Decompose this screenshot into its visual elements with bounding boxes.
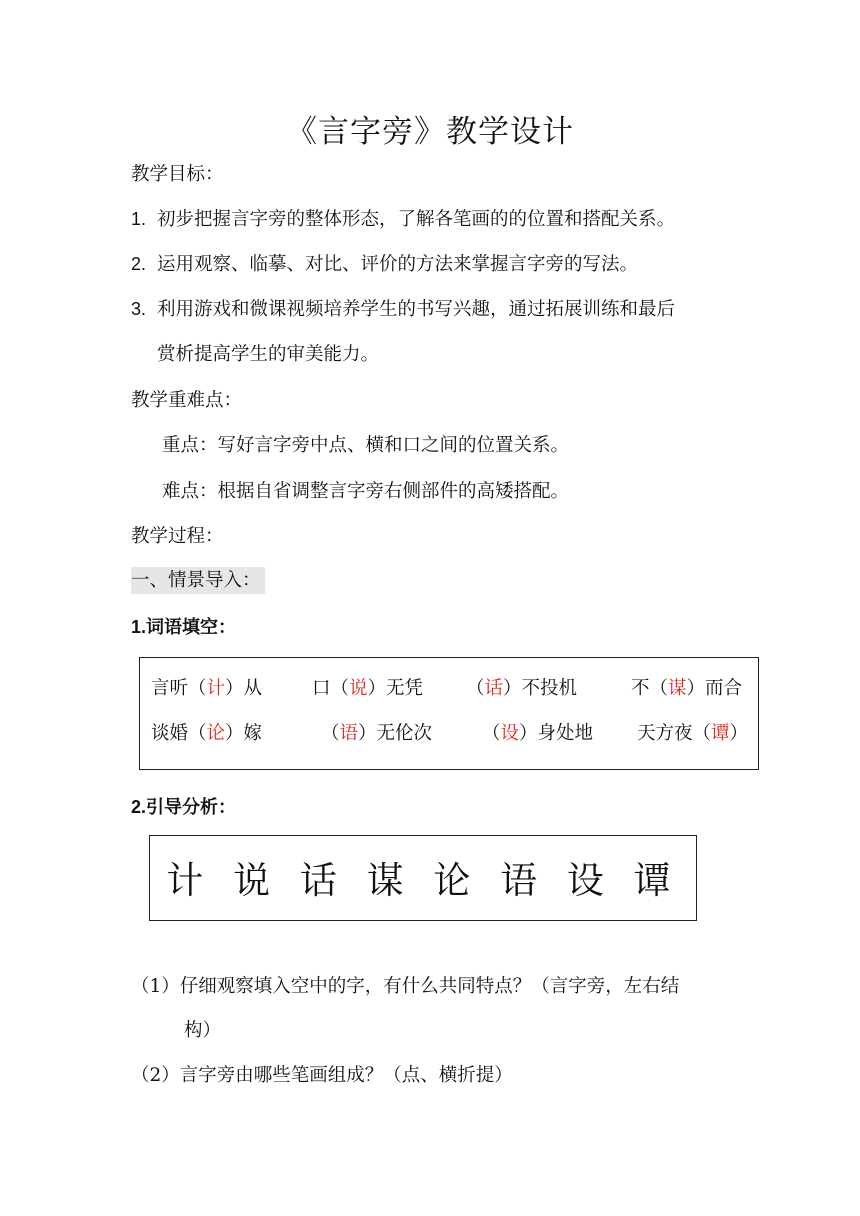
section-heading-text: 一、情景导入：	[131, 567, 265, 594]
objective-1	[131, 205, 675, 231]
idiom-8-answer: 谭	[711, 723, 730, 744]
idiom-5: 谈婚（论）嫁	[151, 723, 263, 744]
question-1-continued: 构）	[184, 1020, 222, 1041]
analysis-heading: 2.引导分析：	[131, 797, 237, 817]
process-heading: 教学过程：	[131, 526, 224, 547]
section-heading	[131, 566, 265, 592]
objective-3-continued: 赏析提高学生的审美能力。	[157, 344, 380, 365]
fill-in-heading: 1.词语填空：	[131, 617, 237, 637]
idiom-6-answer: 语	[339, 723, 359, 744]
idiom-2: 口（说）无凭	[312, 678, 424, 699]
objective-3-text: 利用游戏和微课视频培养学生的书写兴趣，通过拓展训练和最后	[157, 299, 676, 320]
idiom-2-answer: 说	[349, 678, 368, 699]
objective-1-number: 1.	[131, 209, 147, 229]
idiom-3-answer: 话	[484, 678, 504, 699]
question-2-label: （2）	[131, 1065, 180, 1086]
key-points-heading: 教学重难点：	[131, 390, 243, 411]
characters-row: 计 说 话 谋 论 语 设 谭	[166, 859, 680, 902]
question-1-text: 仔细观察填入空中的字，有什么共同特点？（言字旁，左右结	[179, 976, 680, 997]
question-1-label: （1）	[131, 976, 180, 997]
question-2	[131, 1061, 513, 1087]
idiom-7: （设）身处地	[482, 723, 594, 744]
idiom-5-answer: 论	[206, 723, 226, 744]
objectives-heading: 教学目标：	[131, 164, 224, 185]
question-2-text: 言字旁由哪些笔画组成？（点、横折提）	[179, 1065, 513, 1086]
objective-3-number: 3.	[131, 299, 147, 319]
idiom-6: （语）无伦次	[321, 723, 433, 744]
objective-2-text: 运用观察、临摹、对比、评价的方法来掌握言字旁的写法。	[157, 254, 639, 275]
key-point: 重点：写好言字旁中点、横和口之间的位置关系。	[162, 435, 570, 456]
idiom-1-answer: 计	[206, 678, 226, 699]
idiom-3: （话）不投机	[466, 678, 578, 699]
idiom-7-answer: 设	[500, 723, 520, 744]
objective-2-number: 2.	[131, 254, 147, 274]
idiom-4-answer: 谋	[668, 678, 687, 699]
objective-1-text: 初步把握言字旁的整体形态，了解各笔画的的位置和搭配关系。	[157, 209, 676, 230]
question-1	[131, 972, 679, 998]
objective-2	[131, 250, 638, 276]
idiom-1: 言听（计）从	[151, 678, 263, 699]
page-title: 《言字旁》教学设计	[286, 114, 574, 150]
objective-3	[131, 295, 675, 321]
idiom-4: 不（谋）而合	[631, 678, 743, 699]
idiom-8: 天方夜（谭）	[637, 723, 749, 744]
difficult-point: 难点：根据自省调整言字旁右侧部件的高矮搭配。	[162, 481, 570, 502]
